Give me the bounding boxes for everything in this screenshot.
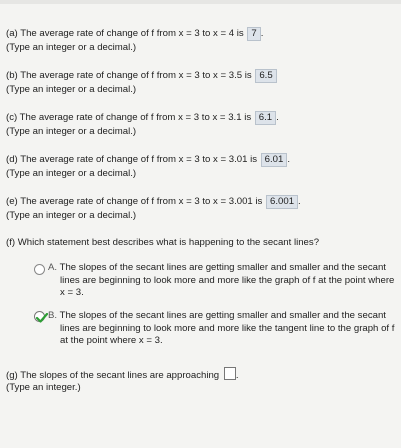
option-b-line-3: at the point where x = 3. bbox=[60, 335, 163, 346]
part-a-text: (a) The average rate of change of f from x = 3 to x = 4 is bbox=[6, 28, 244, 39]
part-e-answer[interactable]: 6.001 bbox=[266, 195, 298, 209]
part-d-hint: (Type an integer or a decimal.) bbox=[6, 168, 137, 179]
part-d-question bbox=[6, 153, 290, 167]
part-b-answer[interactable]: 6.5 bbox=[255, 69, 276, 83]
part-b-hint: (Type an integer or a decimal.) bbox=[6, 84, 137, 95]
part-g-suffix: . bbox=[235, 370, 239, 381]
part-c-suffix: . bbox=[276, 112, 279, 123]
top-bar bbox=[0, 0, 401, 4]
option-b[interactable] bbox=[48, 310, 394, 348]
part-g-text: (g) The slopes of the secant lines are approaching bbox=[6, 370, 220, 381]
option-a-line-1: The slopes of the secant lines are getting smaller and smaller and the secant bbox=[59, 262, 386, 273]
part-d-suffix: . bbox=[287, 154, 291, 165]
option-a-letter: A. bbox=[48, 262, 58, 273]
part-g-question bbox=[6, 367, 239, 381]
option-a[interactable] bbox=[48, 262, 394, 300]
checkmark-icon bbox=[36, 313, 48, 323]
part-f-question: (f) Which statement best describes what is happening to the secant lines? bbox=[6, 237, 320, 248]
part-g-hint: (Type an integer.) bbox=[6, 382, 81, 393]
part-c-hint: (Type an integer or a decimal.) bbox=[6, 126, 137, 137]
part-e-question bbox=[6, 195, 301, 209]
option-a-line-2: lines are beginning to look more and more like the graph of f at the point where bbox=[60, 274, 395, 286]
part-e-suffix: . bbox=[298, 196, 301, 207]
part-c-text: (c) The average rate of change of f from x = 3 to x = 3.1 is bbox=[6, 112, 252, 123]
option-b-line-2: lines are beginning to look more and more like the tangent line to the graph of f bbox=[60, 322, 395, 334]
part-c-answer[interactable]: 6.1 bbox=[255, 111, 276, 125]
part-a-hint: (Type an integer or a decimal.) bbox=[6, 42, 137, 53]
part-b-text: (b) The average rate of change of f from x = 3 to x = 3.5 is bbox=[6, 70, 252, 81]
part-g-answer-input[interactable] bbox=[224, 367, 236, 380]
part-e-text: (e) The average rate of change of f from x = 3 to x = 3.001 is bbox=[6, 196, 263, 207]
part-d-answer[interactable]: 6.01 bbox=[261, 153, 288, 167]
option-a-line-3: x = 3. bbox=[60, 287, 84, 298]
part-c-question bbox=[6, 111, 279, 125]
part-a-suffix: . bbox=[260, 28, 264, 39]
part-e-hint: (Type an integer or a decimal.) bbox=[6, 210, 137, 221]
option-b-letter: B. bbox=[48, 310, 58, 321]
option-b-line-1: The slopes of the secant lines are getting smaller and smaller and the secant bbox=[59, 310, 386, 321]
part-b-question bbox=[6, 69, 277, 83]
part-a-question bbox=[6, 27, 263, 41]
option-a-radio[interactable] bbox=[34, 264, 45, 275]
part-d-text: (d) The average rate of change of f from x = 3 to x = 3.01 is bbox=[6, 154, 257, 165]
part-a-answer[interactable]: 7 bbox=[247, 27, 260, 41]
